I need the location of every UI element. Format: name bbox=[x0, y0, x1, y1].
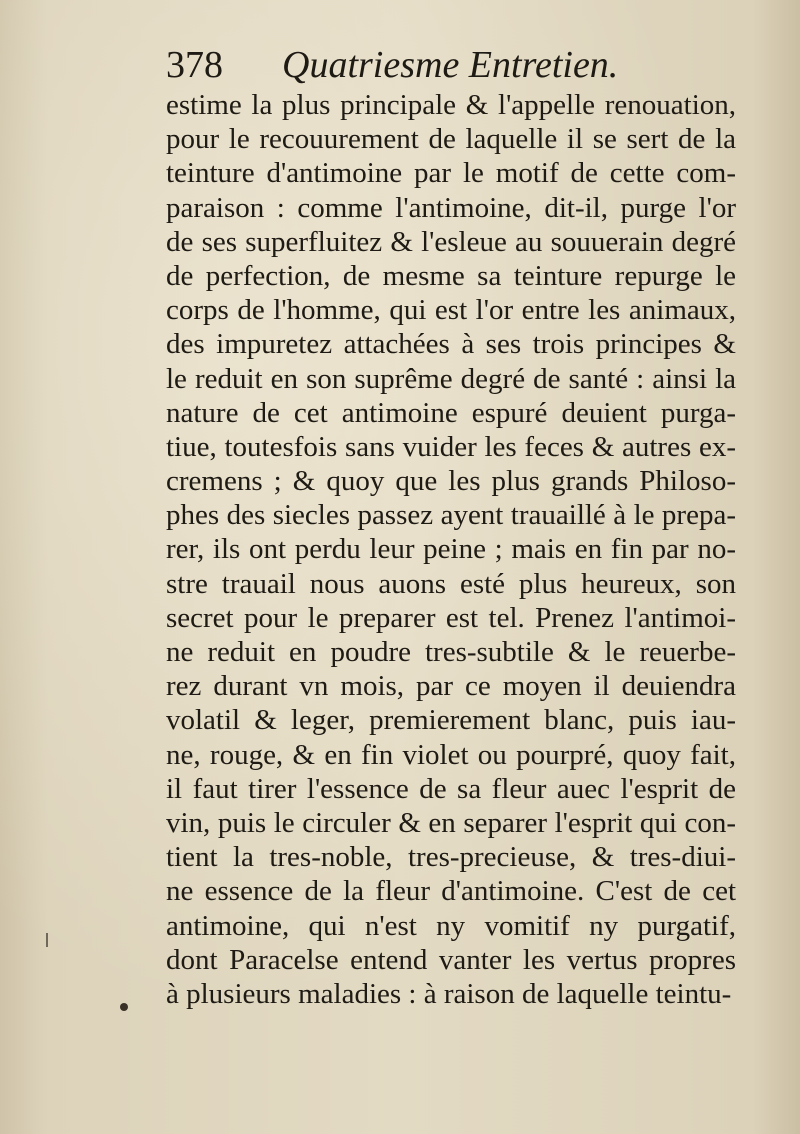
text-line: cremens ; & quoy que les plus grands Philoso- bbox=[166, 465, 736, 498]
text-line: volatil & leger, premierement blanc, puis iau- bbox=[166, 704, 736, 737]
page-number: 378 bbox=[166, 44, 223, 86]
text-line: stre trauail nous auons esté plus heureux, son bbox=[166, 567, 736, 600]
text-line: rer, ils ont perdu leur peine ; mais en fin par no- bbox=[166, 533, 736, 566]
text-line: dont Paracelse entend vanter les vertus propres bbox=[166, 943, 736, 976]
text-line: estime la plus principale & l'appelle renouation, bbox=[166, 89, 736, 121]
text-line: paraison : comme l'antimoine, dit-il, purge l'or bbox=[166, 191, 736, 224]
text-line: il faut tirer l'essence de sa fleur auec l'esprit de bbox=[166, 772, 736, 805]
text-line: teinture d'antimoine par le motif de cette com- bbox=[166, 157, 736, 190]
text-line: vin, puis le circuler & en separer l'esprit qui con- bbox=[166, 806, 736, 839]
page-header bbox=[166, 42, 746, 88]
text-line: ne essence de la fleur d'antimoine. C'est de cet bbox=[166, 875, 736, 908]
text-line: tient la tres-noble, tres-precieuse, & tres-diui- bbox=[166, 841, 736, 874]
text-line: à plusieurs maladies : à raison de laquelle teintu- bbox=[166, 977, 732, 1010]
text-line: antimoine, qui n'est ny vomitif ny purgatif, bbox=[166, 909, 736, 942]
text-line: pour le recouurement de laquelle il se sert de la bbox=[166, 123, 736, 156]
ink-spot bbox=[120, 1003, 128, 1011]
text-line: de perfection, de mesme sa teinture repurge le bbox=[166, 259, 736, 292]
margin-mark bbox=[46, 933, 48, 947]
body-text bbox=[166, 88, 736, 1011]
text-line: ne reduit en poudre tres-subtile & le reuerbe- bbox=[166, 636, 736, 668]
text-line: phes des siecles passez ayent trauaillé à le prepa- bbox=[166, 499, 736, 532]
text-line: de ses superfluitez & l'esleue au souuerain degré bbox=[166, 225, 736, 258]
text-line: le reduit en son suprême degré de santé : ainsi la bbox=[166, 362, 736, 395]
text-line: des impuretez attachées à ses trois principes & bbox=[166, 328, 736, 361]
text-line: rez durant vn mois, par ce moyen il deuiendra bbox=[166, 670, 736, 703]
text-line: secret pour le preparer est tel. Prenez l'antimoi- bbox=[166, 601, 736, 634]
text-line: nature de cet antimoine espuré deuient purga- bbox=[166, 396, 736, 429]
running-title: Quatriesme Entretien. bbox=[282, 44, 619, 86]
text-line: tiue, toutesfois sans vuider les feces & autres ex- bbox=[166, 430, 736, 463]
text-line: ne, rouge, & en fin violet ou pourpré, quoy fait, bbox=[166, 738, 736, 771]
text-line: corps de l'homme, qui est l'or entre les animaux, bbox=[166, 294, 736, 327]
